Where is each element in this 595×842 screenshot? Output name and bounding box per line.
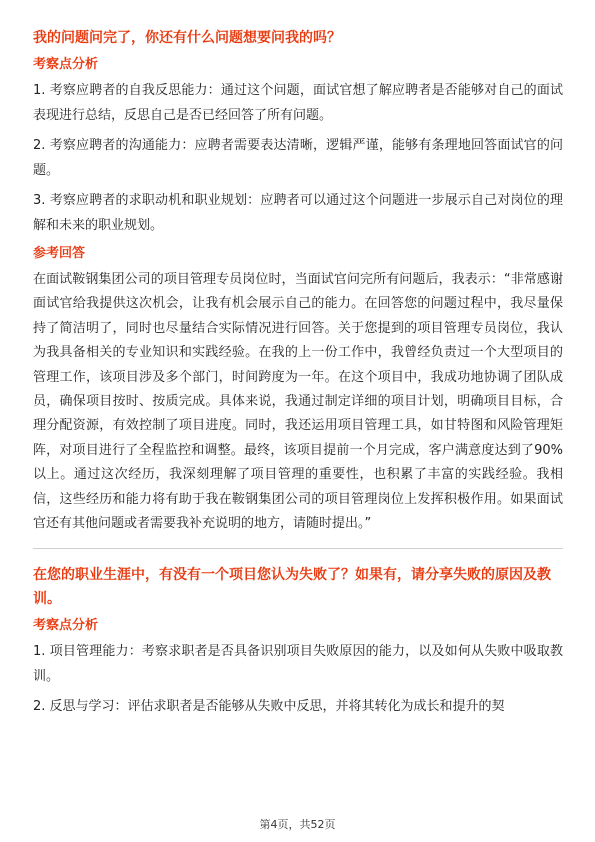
section-divider xyxy=(33,548,563,549)
document-page xyxy=(33,26,563,726)
q2-analysis-item-1: 1. 项目管理能力：考察求职者是否具备识别项目失败原因的能力，以及如何从失败中吸取教训。 xyxy=(33,644,563,684)
q2-analysis-item-2: 2. 反思与学习：评估求职者是否能够从失败中反思，并将其转化为成长和提升的契 xyxy=(33,699,505,715)
q2-analysis-title: 考察点分析 xyxy=(33,618,99,634)
question-1-heading: 我的问题问完了，你还有什么问题想要问我的吗？ xyxy=(33,30,341,46)
q1-answer-body: 在面试鞍钢集团公司的项目管理专员岗位时，当面试官问完所有问题后，我表示：“非常感谢面试官给我提供这次机会，让我有机会展示自己的能力。在回答您的问题过程中，我尽量保持了简洁明了，同时也尽量结合实际情况进行回答。关于您提到的项目管理专员岗位，我认为我具备相关的专业知识和实践经验。在我的上一份工作中，我曾经负责过一个大型项目的管理工作，该项目涉及多个部门，时间跨度为一年。在这个项目中，我成功地协调了团队成员，确保项目按时、按质完成。具体来说，我通过制定详细的项目计划，明确项目目标，合理分配资源，有效控制了项目进度。同时，我还运用项目管理工具，如甘特图和风险管理矩阵，对项目进行了全程监控和调整。最终，该项目提前一个月完成，客户满意度达到了90%以上。通过这次经历，我深刻理解了项目管理的重要性，也积累了丰富的实践经验。我相信，这些经历和能力将有助于我在鞍钢集团公司的项目管理岗位上发挥积极作用。如果面试官还有其他问题或者需要我补充说明的地方，请随时提出。” xyxy=(33,272,563,532)
q1-answer-title: 参考回答 xyxy=(33,246,86,261)
question-2-heading: 在您的职业生涯中，有没有一个项目您认为失败了？如果有，请分享失败的原因及教训。 xyxy=(33,567,551,608)
page-number-footer: 第4页，共52页 xyxy=(259,818,336,831)
q1-analysis-item-1: 1. 考察应聘者的自我反思能力：通过这个问题，面试官想了解应聘者是否能够对自己的面试表现进行总结，反思自己是否已经回答了所有问题。 xyxy=(33,83,563,123)
q1-analysis-item-2: 2. 考察应聘者的沟通能力：应聘者需要表达清晰，逻辑严谨，能够有条理地回答面试官的问题。 xyxy=(33,138,563,178)
q1-analysis-item-3: 3. 考察应聘者的求职动机和职业规划：应聘者可以通过这个问题进一步展示自己对岗位的理解和未来的职业规划。 xyxy=(33,193,563,233)
q1-analysis-title: 考察点分析 xyxy=(33,57,99,72)
